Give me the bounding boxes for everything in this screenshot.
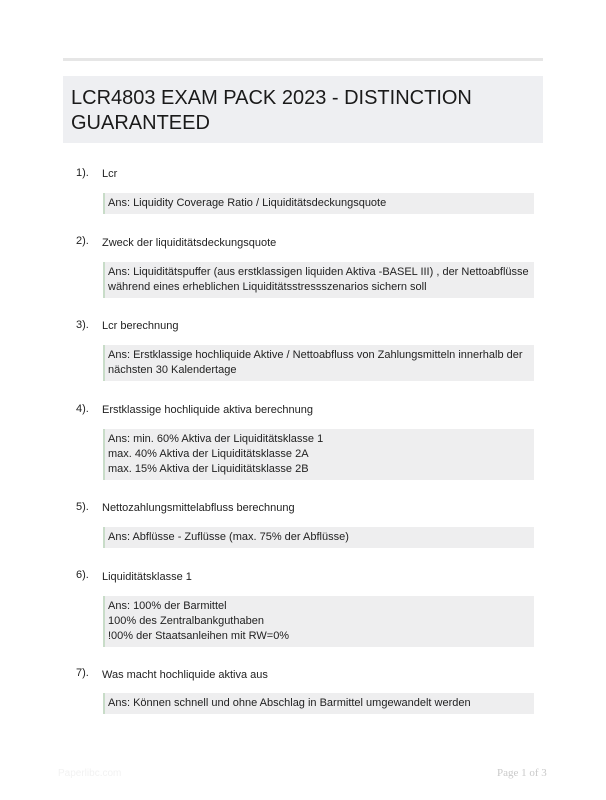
answer-line: Ans: Erstklassige hochliquide Aktive / Nettoabfluss von Zahlungsmitteln innerhalb der <box>108 349 523 361</box>
answer-box <box>103 596 534 647</box>
answer-line: Ans: min. 60% Aktiva der Liquiditätsklasse 1 <box>108 433 324 445</box>
question-text: Liquiditätsklasse 1 <box>102 571 192 583</box>
watermark-text: Paperlibc.com <box>58 768 122 779</box>
answer-line: während eines erheblichen Liquiditätsstressszenarios sichern soll <box>108 281 427 293</box>
answer-line: max. 40% Aktiva der Liquiditätsklasse 2A <box>108 448 309 460</box>
question-text: Lcr <box>102 168 118 180</box>
question-number: 4). <box>76 403 89 415</box>
question-number: 6). <box>76 569 89 581</box>
document-title: LCR4803 EXAM PACK 2023 - DISTINCTION GUARANTEED <box>71 87 472 134</box>
question-text: Was macht hochliquide aktiva aus <box>102 669 268 681</box>
answer-line: Ans: Liquiditätspuffer (aus erstklassigen liquiden Aktiva -BASEL III) , der Nettoabflüsse <box>108 266 529 278</box>
question-text: Nettozahlungsmittelabfluss berechnung <box>102 502 295 514</box>
question-number: 1). <box>76 167 89 179</box>
question-number: 7). <box>76 667 89 679</box>
question-text: Zweck der liquiditätsdeckungsquote <box>102 237 277 249</box>
question-number: 2). <box>76 235 89 247</box>
answer-line: Ans: 100% der Barmittel <box>108 600 227 612</box>
question-text: Lcr berechnung <box>102 320 179 332</box>
answer-box <box>103 693 534 714</box>
answer-line: max. 15% Aktiva der Liquiditätsklasse 2B <box>108 463 309 475</box>
answer-line: !00% der Staatsanleihen mit RW=0% <box>108 630 290 642</box>
answer-line: Ans: Liquidity Coverage Ratio / Liquiditätsdeckungsquote <box>108 197 387 209</box>
answer-box <box>103 527 534 548</box>
answer-box <box>103 429 534 480</box>
question-number: 3). <box>76 319 89 331</box>
answer-line: 100% des Zentralbankguthaben <box>108 615 264 627</box>
question-text: Erstklassige hochliquide aktiva berechnung <box>102 404 313 416</box>
answer-line: nächsten 30 Kalendertage <box>108 364 237 376</box>
answer-line: Ans: Können schnell und ohne Abschlag in Barmittel umgewandelt werden <box>108 697 471 709</box>
question-number: 5). <box>76 501 89 513</box>
answer-box <box>103 345 534 381</box>
answer-box <box>103 262 534 298</box>
page-number: Page 1 of 3 <box>497 767 547 779</box>
answer-line: Ans: Abflüsse - Zuflüsse (max. 75% der Abflüsse) <box>108 531 349 543</box>
answer-box <box>103 193 534 214</box>
